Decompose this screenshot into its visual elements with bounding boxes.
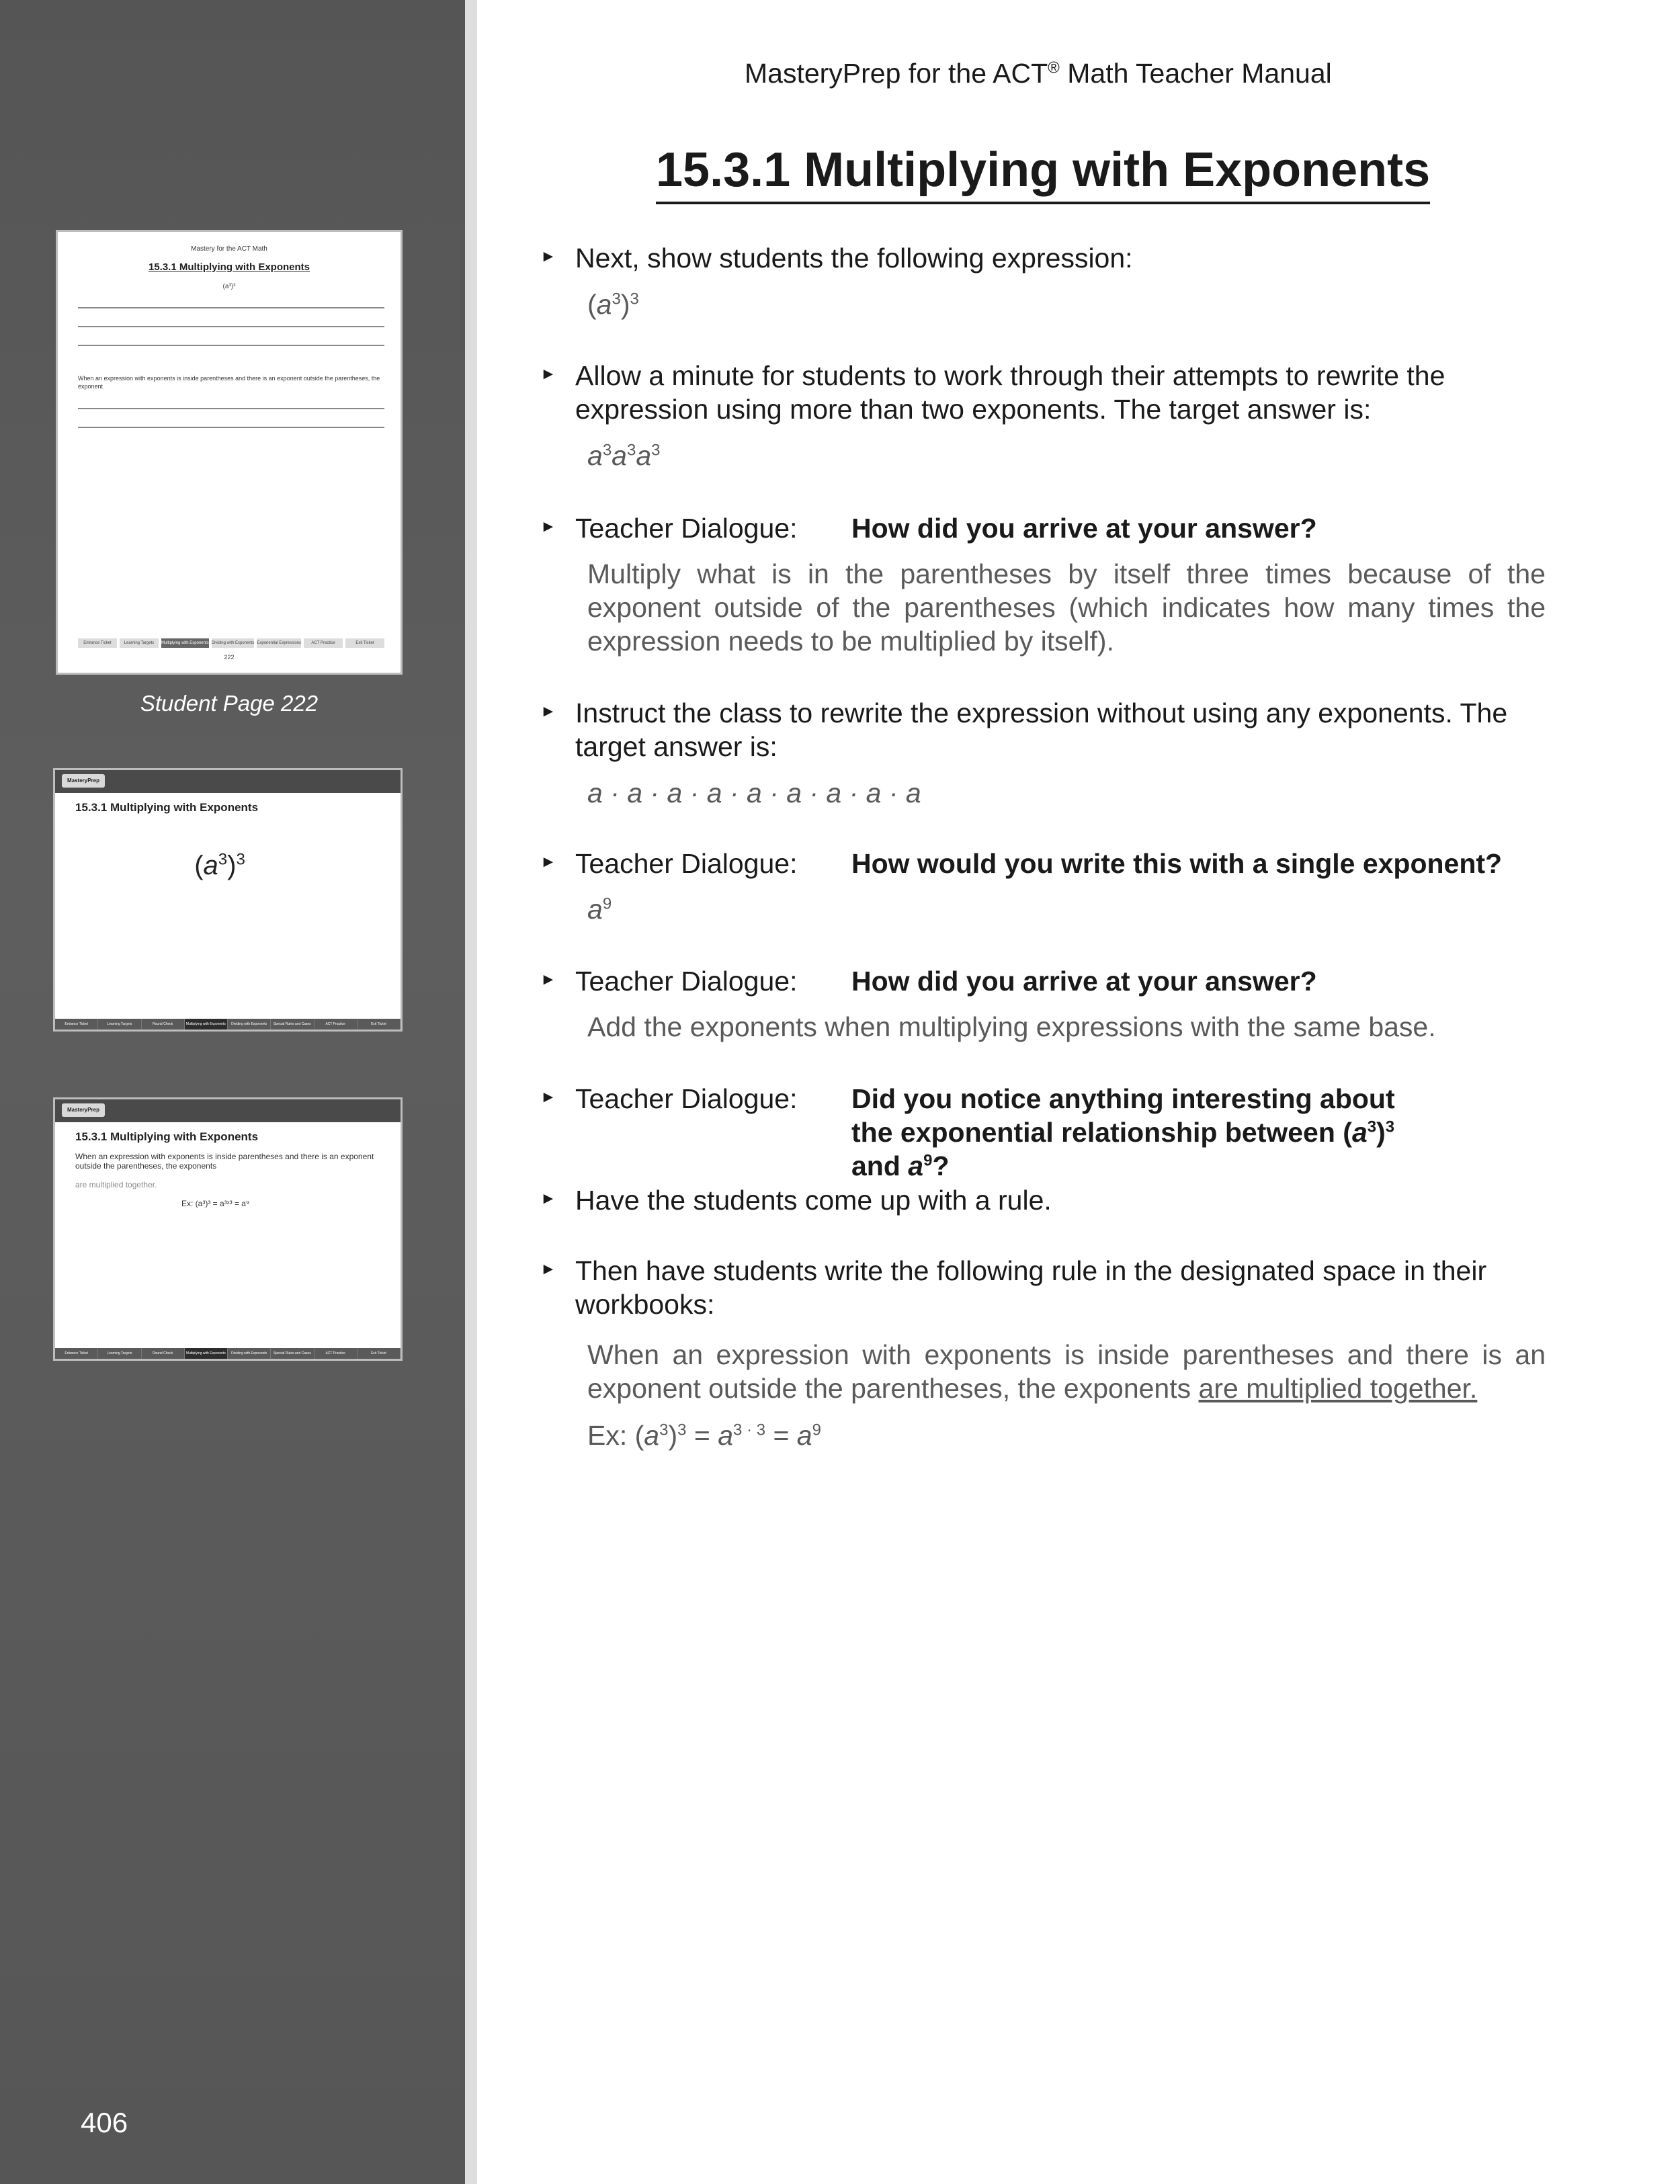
instruction-text: Next, show students the following expression: [575, 243, 1133, 274]
thumb-nav-item: Learning Targets [120, 638, 159, 648]
bullet-icon: ► [540, 970, 556, 989]
slide-rule-highlight: are multiplied together. [75, 1180, 157, 1189]
slide-expression: $(a^3)^3$ [194, 850, 245, 880]
slide-nav-item: Learning Targets [98, 1019, 141, 1030]
sidebar [0, 0, 465, 2184]
bullet-icon: ► [540, 1260, 556, 1278]
dialogue-question: How would you write this with a single exponent? [851, 848, 1503, 879]
instruction-text: Allow a minute for students to work through their attempts to rewrite the expression using more than two exponents. The target answer is: [575, 360, 1445, 425]
thumb-title: 15.3.1 Multiplying with Exponents [148, 261, 310, 273]
slide-thumbnail[interactable] [53, 1097, 403, 1361]
slide-nav-item: Special Rules and Cases [271, 1019, 314, 1030]
bullet-icon: ► [540, 702, 556, 720]
dialogue-label: Teacher Dialogue: [575, 513, 798, 544]
thumb-nav [78, 638, 384, 648]
dialogue-answer: Multiply what is in the parentheses by itself three times because of the exponent outside of the parentheses (which indicates how many times the expression needs to be multiplied by itself). [587, 558, 1546, 657]
dialogue-question: How did you arrive at your answer? [851, 966, 1317, 997]
thumb-nav-item: ACT Practice [304, 638, 343, 648]
thumb-expression: (a³)³ [222, 283, 236, 290]
dialogue-label: Teacher Dialogue: [575, 966, 798, 997]
logo: MasteryPrep [62, 774, 105, 788]
rule-text: When an expression with exponents is inside parentheses and there is an exponent outside the parentheses, the exponents are multiplied together. [587, 1339, 1546, 1404]
answer-line [78, 345, 384, 346]
logo: MasteryPrep [62, 1103, 105, 1117]
slide-nav-item: Round Check [142, 1019, 185, 1030]
student-page-caption: Student Page 222 [140, 691, 319, 716]
bullet-icon: ► [540, 853, 556, 871]
answer-line [78, 408, 384, 409]
slide-nav [55, 1348, 401, 1359]
slide-nav-item: Round Check [142, 1348, 185, 1359]
instruction-text: Have the students come up with a rule. [575, 1185, 1052, 1216]
slide-nav-item: Learning Targets [98, 1348, 141, 1359]
bullet-icon: ► [540, 517, 556, 536]
slide-nav-item: Multiplying with Exponents [185, 1019, 228, 1030]
dialogue-answer: Add the exponents when multiplying expressions with the same base. [587, 1011, 1436, 1042]
slide-nav-item: Entrance Ticket [55, 1348, 98, 1359]
thumb-header: Mastery for the ACT Math [191, 245, 267, 253]
slide-nav-item: Exit Ticket [358, 1019, 401, 1030]
target-answer: a · a · a · a · a · a · a · a · a [587, 778, 921, 808]
answer-line [78, 307, 384, 308]
slide-nav-item: ACT Practice [314, 1348, 358, 1359]
dialogue-question: Did you notice anything interesting about the exponential relationship between $(a^3)^3$ and $a^9$? [851, 1083, 1395, 1181]
slide-rule-text: When an expression with exponents is inside parentheses and there is an exponent outside the parentheses, the exponents [75, 1152, 374, 1171]
slide-nav-item: Dividing with Exponents [228, 1348, 271, 1359]
slide-thumbnail[interactable] [53, 768, 403, 1032]
thumb-nav-item: Dividing with Exponents [212, 638, 255, 648]
slide-nav-item: Entrance Ticket [55, 1019, 98, 1030]
dialogue-question: How did you arrive at your answer? [851, 513, 1317, 544]
thumb-page-number: 222 [224, 654, 235, 661]
dialogue-label: Teacher Dialogue: [575, 848, 798, 879]
bullet-icon: ► [540, 247, 556, 265]
page-number: 406 [81, 2107, 128, 2138]
slide-nav-item: Exit Ticket [358, 1348, 401, 1359]
dialogue-answer: $a^9$ [587, 894, 612, 925]
bullet-icon: ► [540, 1189, 556, 1208]
slide-title: 15.3.1 Multiplying with Exponents [75, 1130, 259, 1143]
thumb-rule-text: When an expression with exponents is inside parentheses and there is an exponent outside the parentheses, the exponent [78, 375, 380, 390]
thumb-nav-item: Multiplying with Exponents [161, 638, 209, 648]
expression: $(a^3)^3$ [587, 289, 639, 320]
slide-header-bar [55, 1099, 401, 1122]
instruction-text: Instruct the class to rewrite the expression without using any exponents. The target answer is: [575, 698, 1508, 762]
dialogue-label: Teacher Dialogue: [575, 1083, 798, 1114]
bullet-icon: ► [540, 365, 556, 383]
slide-nav-item: Multiplying with Exponents [185, 1348, 228, 1359]
target-answer: $a^3a^3a^3$ [587, 440, 661, 471]
sidebar-divider [465, 0, 477, 2184]
instruction-text: Then have students write the following rule in the designated space in their workbooks: [575, 1255, 1487, 1320]
answer-line [78, 427, 384, 428]
rule-example: Ex: $(a^3)^3 = a^{3 \cdot 3} = a^9$ [587, 1420, 821, 1451]
slide-title: 15.3.1 Multiplying with Exponents [75, 801, 259, 814]
thumb-nav-item: Exit Ticket [345, 638, 384, 648]
thumb-nav-item: Entrance Ticket [78, 638, 117, 648]
bullet-icon: ► [540, 1088, 556, 1106]
answer-line [78, 326, 384, 327]
student-page-thumbnail[interactable] [56, 230, 403, 675]
slide-nav [55, 1019, 401, 1030]
slide-nav-item: ACT Practice [314, 1019, 358, 1030]
running-head: MasteryPrep for the ACT® Math Teacher Manual [745, 58, 1332, 89]
page-title: 15.3.1 Multiplying with Exponents [656, 140, 1430, 204]
slide-nav-item: Dividing with Exponents [228, 1019, 271, 1030]
slide-nav-item: Special Rules and Cases [271, 1348, 314, 1359]
thumb-nav-item: Exponential Expressions [257, 638, 301, 648]
slide-header-bar [55, 770, 401, 793]
slide-example: Ex: (a³)³ = a³ˣ³ = a⁹ [181, 1199, 250, 1208]
